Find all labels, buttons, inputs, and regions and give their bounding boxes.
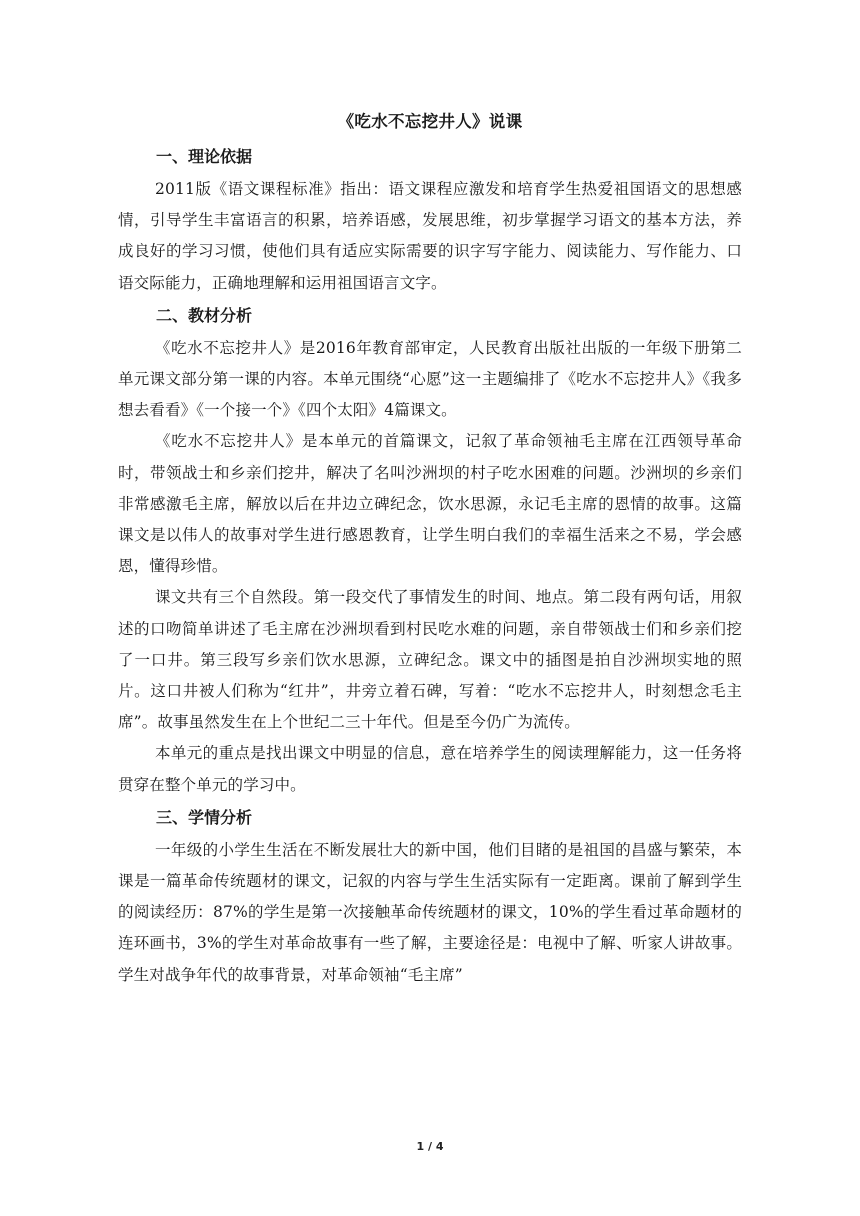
section-heading: 二、教材分析 (156, 305, 253, 325)
section-learner-analysis (118, 801, 742, 991)
paragraph: 2011版《语文课程标准》指出：语文课程应激发和培育学生热爱祖国语文的思想感情，引导学生丰富语言的积累，培养语感，发展思维，初步掌握学习语文的基本方法，养成良好的学习习惯，使他们具有适应实际需要的识字写字能力、阅读能力、写作能力、口语交际能力，正确地理解和运用祖国语言文字。 (118, 180, 742, 292)
paragraph: 一年级的小学生生活在不断发展壮大的新中国，他们目睹的是祖国的昌盛与繁荣，本课是一篇革命传统题材的课文，记叙的内容与学生生活实际有一定距离。课前了解到学生的阅读经历：87%的学生是第一次接触革命传统题材的课文，10%的学生看过革命题材的连环画书，3%的学生对革命故事有一些了解，主要途径是：电视中了解、听家人讲故事。学生对战争年代的故事背景，对革命领袖“毛主席” (118, 840, 742, 984)
paragraph: 课文共有三个自然段。第一段交代了事情发生的时间、地点。第二段有两句话，用叙述的口吻简单讲述了毛主席在沙洲坝看到村民吃水难的问题，亲自带领战士们和乡亲们挖了一口井。第三段写乡亲们饮水思源，立碑纪念。课文中的插图是拍自沙洲坝实地的照片。这口井被人们称为“红井”，井旁立着石碑，写着：“吃水不忘挖井人，时刻想念毛主席”。故事虽然发生在上个世纪二三十年代。但是至今仍广为流传。 (118, 588, 742, 732)
section-theory-basis (118, 140, 742, 299)
page-number: 1 / 4 (416, 1140, 444, 1153)
paragraph: 本单元的重点是找出课文中明显的信息，意在培养学生的阅读理解能力，这一任务将贯穿在整个单元的学习中。 (118, 744, 742, 794)
document-body (118, 104, 742, 991)
section-heading: 三、学情分析 (156, 807, 253, 827)
document-title: 《吃水不忘挖井人》说课 (337, 112, 523, 131)
paragraph: 《吃水不忘挖井人》是2016年教育部审定，人民教育出版社出版的一年级下册第二单元课文部分第一课的内容。本单元围绕“心愿”这一主题编排了《吃水不忘挖井人》《我多想去看看》《一个接一个》《四个太阳》4篇课文。 (118, 338, 742, 420)
paragraph: 《吃水不忘挖井人》是本单元的首篇课文，记叙了革命领袖毛主席在江西领导革命时，带领战士和乡亲们挖井，解决了名叫沙洲坝的村子吃水困难的问题。沙洲坝的乡亲们非常感激毛主席，解放以后在井边立碑纪念，饮水思源，永记毛主席的恩情的故事。这篇课文是以伟人的故事对学生进行感恩教育，让学生明白我们的幸福生活来之不易，学会感恩，懂得珍惜。 (118, 432, 742, 576)
section-heading: 一、理论依据 (156, 147, 253, 166)
section-textbook-analysis (118, 299, 742, 801)
